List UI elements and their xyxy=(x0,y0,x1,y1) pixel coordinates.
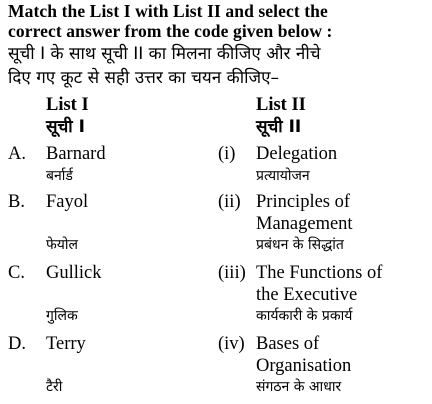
list1-header-en: List I xyxy=(46,95,89,115)
list2-item-hi: प्रत्यायोजन xyxy=(256,168,310,184)
list2-number: (i) xyxy=(218,144,236,164)
list2-item-en-line: Delegation xyxy=(256,144,338,164)
list2-header-hi: सूची II xyxy=(256,117,302,137)
list1-item-hi: टैरी xyxy=(46,379,63,395)
list2-item-hi: कार्यकारी के प्रकार्य xyxy=(256,308,353,324)
list2-item-en-line: Organisation xyxy=(256,356,352,376)
list2-number: (iii) xyxy=(218,263,246,283)
list2-item-en-line: The Functions of xyxy=(256,263,383,283)
question-hi-line2: दिए गए कूट से सही उत्तर का चयन कीजिए– xyxy=(8,68,280,88)
list1-item-hi: फेयोल xyxy=(46,237,79,253)
list1-item-en: Barnard xyxy=(46,144,106,164)
list1-item-en: Terry xyxy=(46,334,86,354)
list1-letter: A. xyxy=(8,144,26,164)
question-en-line1: Match the List I with List II and select the xyxy=(8,1,328,21)
list1-item-hi: गुलिक xyxy=(46,308,78,324)
list2-header-en: List II xyxy=(256,95,306,115)
list1-letter: B. xyxy=(8,192,25,212)
list2-item-en-line: Bases of xyxy=(256,334,320,354)
list2-number: (ii) xyxy=(218,192,241,212)
list1-item-en: Fayol xyxy=(46,192,89,212)
list2-item-en-line: the Executive xyxy=(256,285,358,305)
list1-header-hi: सूची I xyxy=(46,117,85,137)
list2-item-hi: संगठन के आधार xyxy=(256,379,342,395)
list1-letter: C. xyxy=(8,263,25,283)
list1-item-en: Gullick xyxy=(46,263,102,283)
list2-number: (iv) xyxy=(218,334,245,354)
question-hi-line1: सूची I के साथ सूची II का मिलना कीजिए और नीचे xyxy=(8,44,321,64)
list2-item-en-line: Management xyxy=(256,214,353,234)
question-en-line2: correct answer from the code given below : xyxy=(8,21,333,41)
list1-item-hi: बर्नार्ड xyxy=(46,168,73,184)
list2-item-en-line: Principles of xyxy=(256,192,351,212)
list2-item-hi: प्रबंधन के सिद्धांत xyxy=(256,237,344,253)
list1-letter: D. xyxy=(8,334,26,354)
